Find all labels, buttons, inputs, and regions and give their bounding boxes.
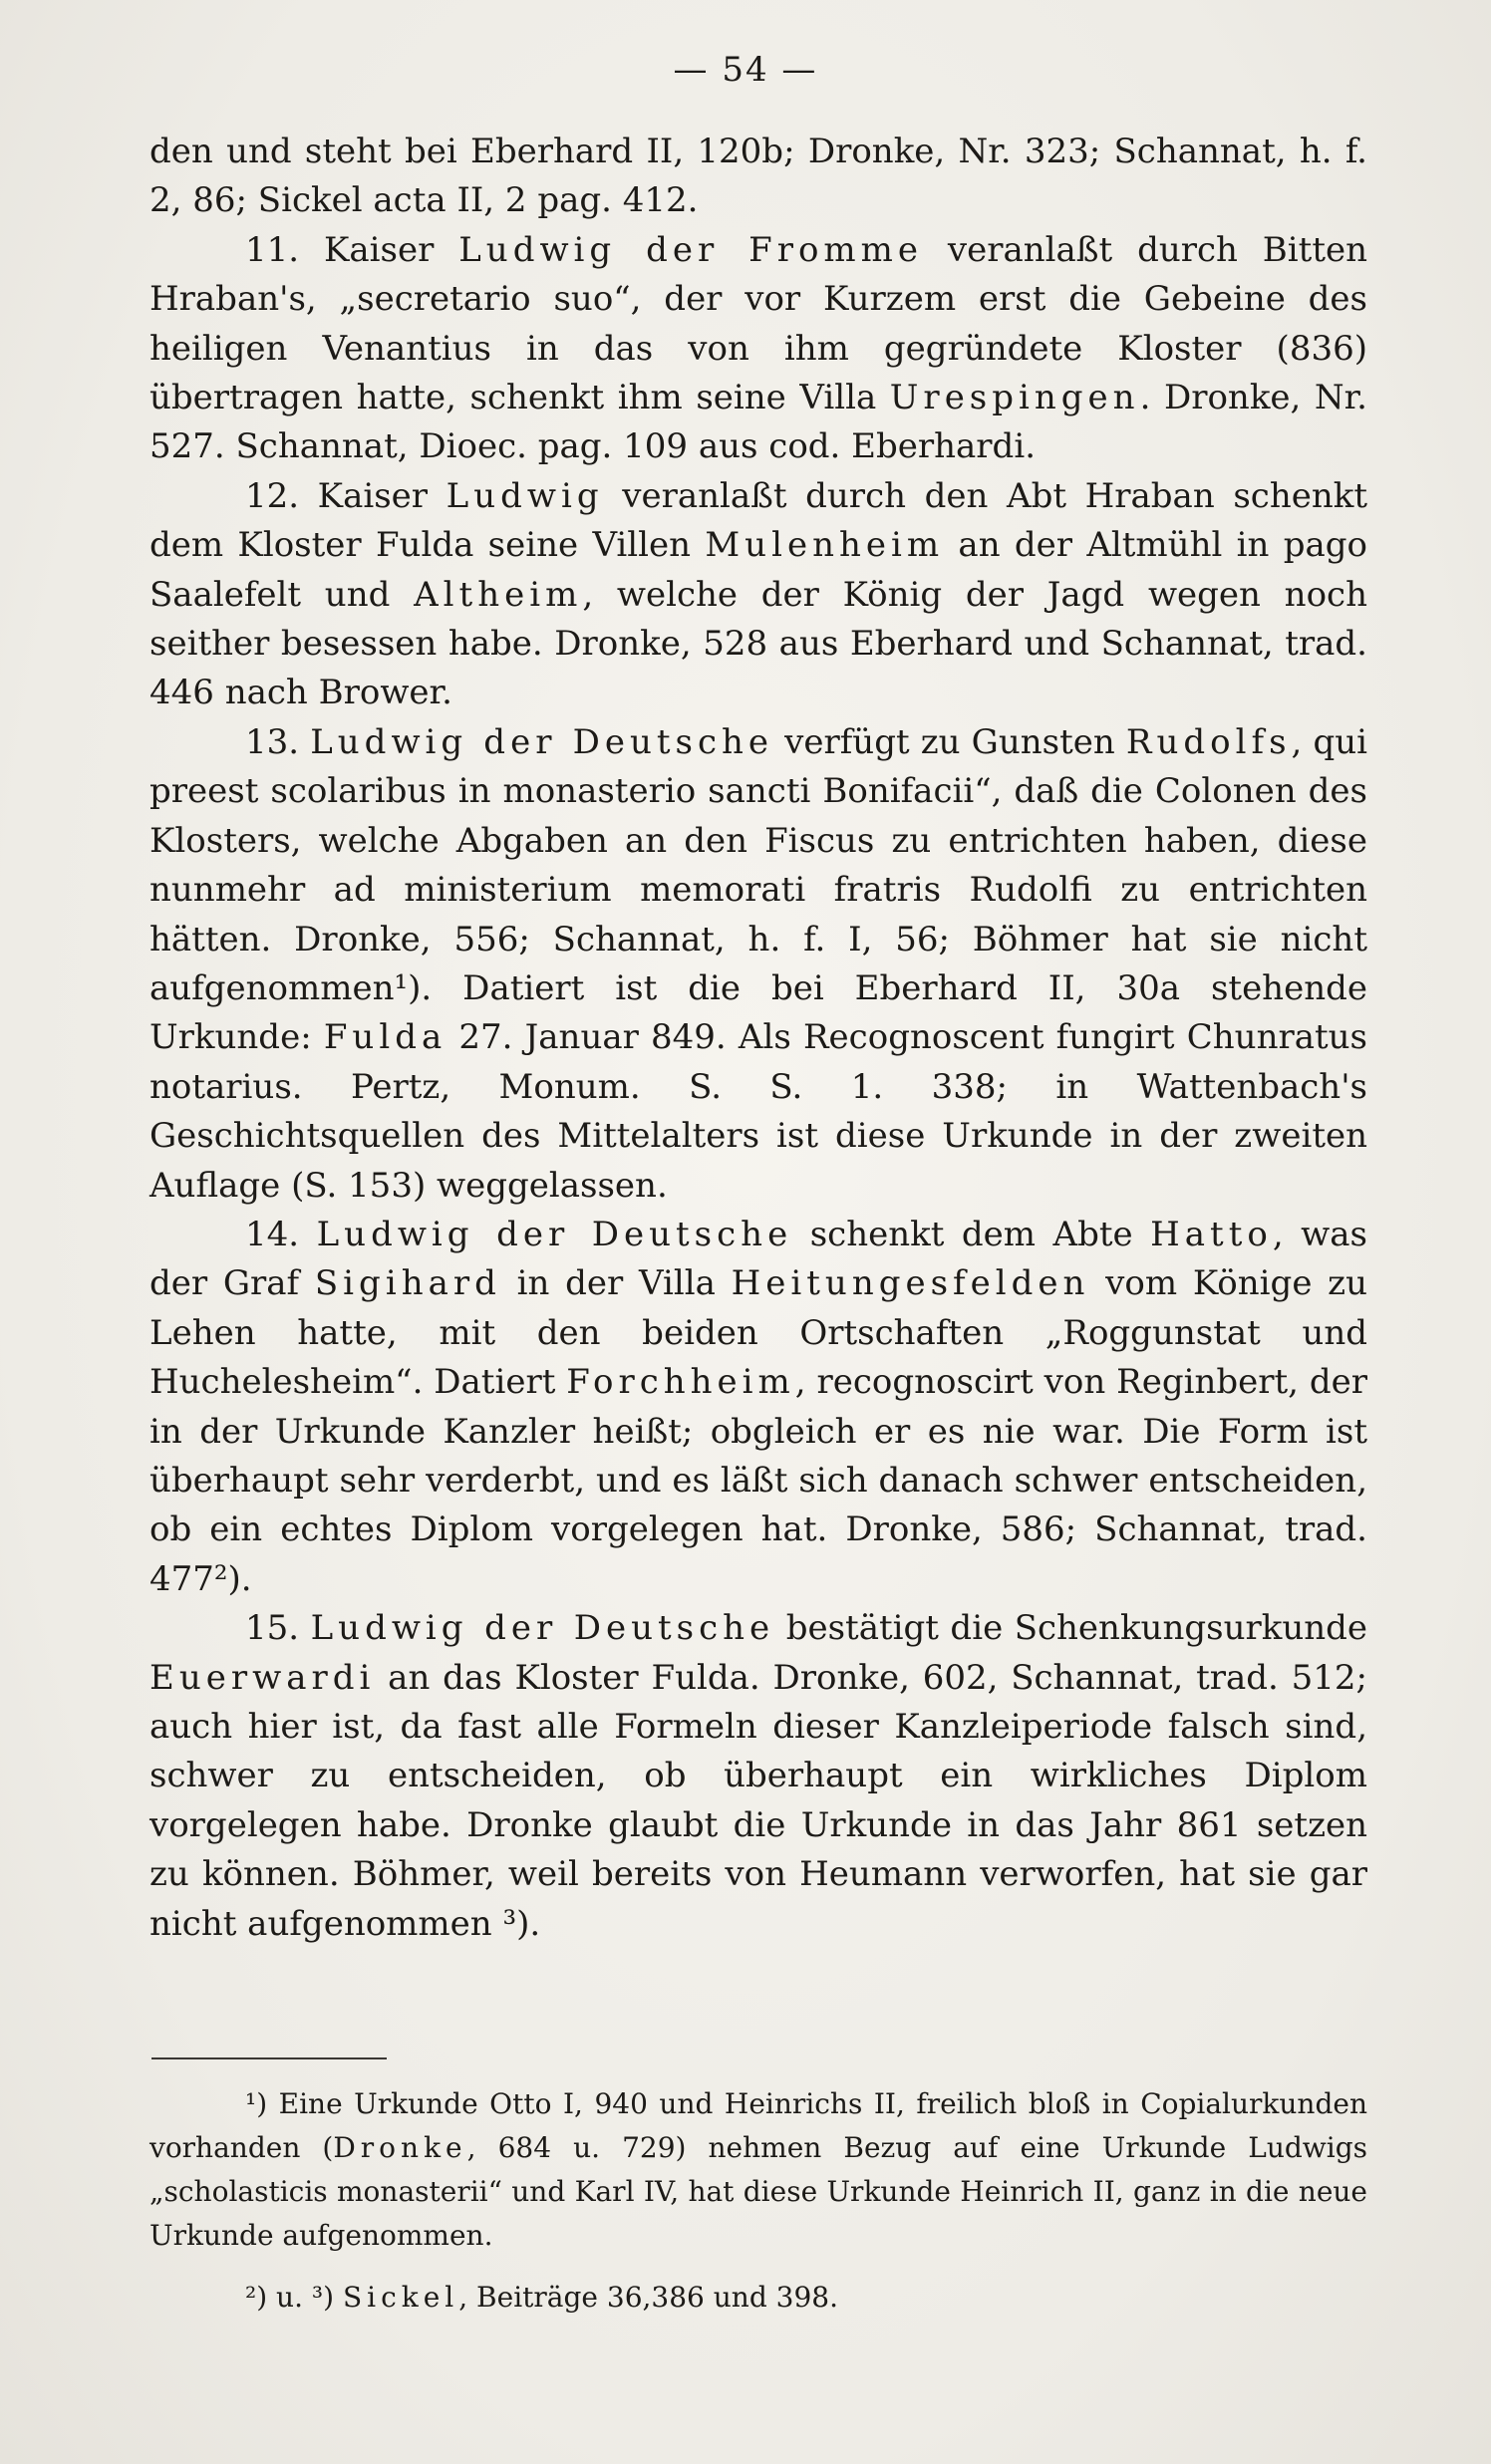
para-15-text-a: 15. bbox=[245, 1608, 311, 1649]
footnote-divider bbox=[151, 2057, 387, 2059]
para-15-name: Ludwig der Deutsche bbox=[310, 1608, 775, 1649]
para-11-text-b: veranlaßt durch Bitten Hraban's, „secretario suo“, der vor Kurzem erst die Gebeine des heiligen Venantius in das von ihm gegründete Kloster (836) übertragen hatte, schenkt ihm seine Villa bbox=[149, 229, 1368, 418]
paragraph-11 bbox=[149, 226, 1367, 472]
para-14-text-c: , was der Graf bbox=[149, 1214, 1367, 1304]
footnote-2-3-text-a: ²) u. ³) bbox=[245, 2281, 343, 2314]
footnotes bbox=[149, 2082, 1367, 2320]
para-14-text-f: , recognoscirt von Reginbert, der in der Urkunde Kanzler heißt; obgleich er es nie war. Die Form ist überhaupt sehr verderbt, und es läßt sich danach schwer entscheiden, ob ein echtes Diplom vorgelegen hat. Dronke, 586; Schannat, trad. 477²). bbox=[149, 1362, 1367, 1599]
page-number: — 54 — bbox=[673, 50, 818, 90]
para-15-text-b: bestätigt die Schenkungsurkunde bbox=[774, 1608, 1367, 1649]
para-13-text-d: 27. Januar 849. Als Recognoscent fungirt Chunratus notarius. Pertz, Monum. S. S. 1. 338; in Wattenbach's Geschichtsquellen des Mittelalters ist diese Urkunde in der zweiten Auflage (S. 153) weggelassen. bbox=[149, 1017, 1368, 1206]
para-15-text-c: an das Kloster Fulda. Dronke, 602, Schannat, trad. 512; auch hier ist, da fast alle Formeln dieser Kanzleiperiode falsch sind, schwer zu entscheiden, ob überhaupt ein wirkliches Diplom vorgelegen habe. Dronke glaubt die Urkunde in das Jahr 861 setzen zu können. Böhmer, weil bereits von Heumann verworfen, hat sie gar nicht aufgenommen ³). bbox=[149, 1657, 1367, 1944]
para-12-place-2: Altheim bbox=[414, 574, 583, 615]
para-14-name: Ludwig der Deutsche bbox=[316, 1214, 793, 1254]
para-12-place-1: Mulenheim bbox=[705, 525, 945, 566]
para-11-text-a: 11. Kaiser bbox=[245, 229, 459, 270]
paragraph-12 bbox=[149, 472, 1367, 718]
para-12-name: Ludwig bbox=[446, 475, 604, 516]
continuation-line: den und steht bei Eberhard II, 120b; Dronke, Nr. 323; Schannat, h. f. 2, 86; Sickel acta II, 2 pag. 412. bbox=[149, 132, 1367, 221]
body-text bbox=[149, 128, 1367, 1949]
para-12-text-d: , welche der König der Jagd wegen noch seither besessen habe. Dronke, 528 aus Eberhard und Schannat, trad. 446 nach Brower. bbox=[149, 574, 1367, 713]
para-13-place: Fulda bbox=[323, 1017, 447, 1058]
para-11-place: Urespingen bbox=[889, 378, 1140, 418]
footnote-2-3 bbox=[149, 2276, 1367, 2320]
para-13-text-a: 13. bbox=[245, 721, 311, 762]
para-14-text-b: schenkt dem Abte bbox=[792, 1214, 1151, 1254]
paragraph-14 bbox=[149, 1211, 1367, 1604]
para-14-text-a: 14. bbox=[245, 1214, 317, 1254]
footnote-1 bbox=[149, 2082, 1367, 2258]
para-13-name: Ludwig der Deutsche bbox=[310, 721, 774, 762]
para-12-text-b: veranlaßt durch den Abt Hraban schenkt dem Kloster Fulda seine Villen bbox=[149, 475, 1367, 566]
para-11-text-c: . Dronke, Nr. 527. Schannat, Dioec. pag. 109 aus cod. Eberhardi. bbox=[149, 378, 1367, 467]
para-11-name: Ludwig der Fromme bbox=[458, 229, 924, 270]
footnote-2-3-name: Sickel bbox=[342, 2281, 459, 2314]
para-13-text-b: verfügt zu Gunsten bbox=[773, 721, 1126, 762]
para-15-person: Euerwardi bbox=[149, 1657, 376, 1698]
para-14-text-d: in der Villa bbox=[500, 1263, 732, 1304]
para-14-place: Heitungesfelden bbox=[731, 1263, 1090, 1304]
para-14-person-2: Sigihard bbox=[314, 1263, 501, 1304]
footnote-1-text-b: , 684 u. 729) nehmen Bezug auf eine Urkunde Ludwigs „scholasticis monasterii“ und Karl IV, hat diese Urkunde Heinrich II, ganz in die neue Urkunde aufgenommen. bbox=[149, 2131, 1368, 2252]
para-14-person: Hatto bbox=[1150, 1214, 1273, 1254]
para-13-text-c: , qui preest scolaribus in monasterio sancti Bonifacii“, daß die Colonen des Klosters, welche Abgaben an den Fiscus zu entrichten haben, diese nunmehr ad ministerium memorati fratris Rudolfi zu entrichten hätten. Dronke, 556; Schannat, h. f. I, 56; Böhmer hat sie nicht aufgenommen¹). Datiert ist die bei Eberhard II, 30a stehende Urkunde: bbox=[149, 721, 1367, 1058]
footnote-1-text-a: ¹) Eine Urkunde Otto I, 940 und Heinrichs II, freilich bloß in Copialurkunden vorhanden ( bbox=[149, 2087, 1367, 2164]
footnote-1-name: Dronke bbox=[333, 2131, 467, 2164]
paragraph-13 bbox=[149, 718, 1367, 1211]
para-13-person: Rudolfs bbox=[1125, 721, 1292, 762]
para-14-text-e: vom Könige zu Lehen hatte, mit den beiden Ortschaften „Roggunstat und Huchelesheim“. Datiert bbox=[149, 1263, 1367, 1403]
paragraph-15 bbox=[149, 1604, 1367, 1949]
para-12-text-c: an der Altmühl in pago Saalefelt und bbox=[149, 525, 1367, 615]
para-14-place-2: Forchheim bbox=[566, 1362, 795, 1403]
para-12-text-a: 12. Kaiser bbox=[245, 475, 447, 516]
footnote-2-3-text-b: , Beiträge 36,386 und 398. bbox=[458, 2281, 838, 2314]
